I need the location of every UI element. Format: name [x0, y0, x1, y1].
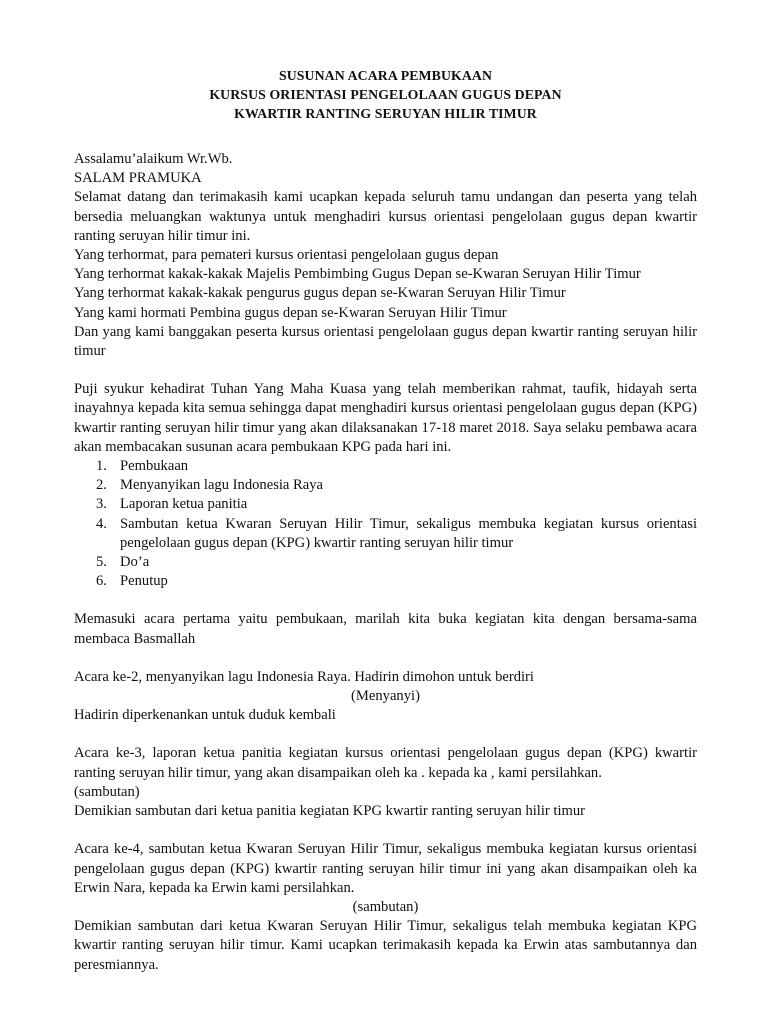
acara-3-after: Demikian sambutan dari ketua panitia kegiatan KPG kwartir ranting seruyan hilir timur	[74, 803, 586, 820]
welcome-paragraph: Selamat datang dan terimakasih kami ucapkan kepada seluruh tamu undangan dan peserta yang telah bersedia meluangkan waktunya untuk menghadiri kursus orientasi pengelolaan gugus depan kwartir ranting seruyan hilir timur ini.	[74, 189, 697, 244]
document-body	[74, 66, 697, 975]
honorific-line-1: Yang terhormat, para pemateri kursus orientasi pengelolaan gugus depan	[74, 247, 499, 264]
gratitude-paragraph: Puji syukur kehadirat Tuhan Yang Maha Kuasa yang telah memberikan rahmat, taufik, hidayah serta inayahnya kepada kita semua sehingga dapat menghadiri kursus orientasi pengelolaan gugus depan (KPG) kwartir ranting seruyan hilir timur yang akan dilaksanakan 17-18 maret 2018. Saya selaku pembawa acara akan membacakan susunan acara pembukaan KPG pada hari ini.	[74, 381, 697, 455]
acara-4-note: (sambutan)	[352, 898, 419, 915]
honorific-line-3: Yang terhormat kakak-kakak pengurus gugus depan se-Kwaran Seruyan Hilir Timur	[74, 285, 566, 302]
greeting: Assalamu’alaikum Wr.Wb.	[74, 151, 233, 167]
agenda-item	[74, 495, 697, 514]
agenda-text: Penutup	[120, 573, 168, 590]
acara-3-paragraph: Acara ke-3, laporan ketua panitia kegiatan kursus orientasi pengelolaan gugus depan (KPG) kwartir ranting seruyan hilir timur, yang akan disampaikan oleh ka . kepada ka , kami persilahkan.	[74, 745, 697, 781]
agenda-text: Do’a	[120, 554, 150, 571]
agenda-number: 3.	[96, 496, 107, 513]
agenda-text: Laporan ketua panitia	[120, 496, 248, 513]
salam-pramuka: SALAM PRAMUKA	[74, 170, 202, 187]
agenda-item	[74, 553, 697, 572]
document-title	[74, 66, 697, 123]
acara-1-paragraph: Memasuki acara pertama yaitu pembukaan, marilah kita buka kegiatan kita dengan bersama-sama membaca Basmallah	[74, 611, 697, 647]
title-line-2: KURSUS ORIENTASI PENGELOLAAN GUGUS DEPAN	[209, 87, 562, 102]
proud-paragraph: Dan yang kami banggakan peserta kursus orientasi pengelolaan gugus depan kwartir ranting seruyan hilir timur	[74, 323, 697, 360]
honorific-line-4: Yang kami hormati Pembina gugus depan se-Kwaran Seruyan Hilir Timur	[74, 304, 507, 321]
agenda-number: 4.	[96, 515, 107, 532]
agenda-number: 6.	[96, 573, 107, 590]
agenda-item	[74, 476, 697, 495]
honorific-line-2: Yang terhormat kakak-kakak Majelis Pembimbing Gugus Depan se-Kwaran Seruyan Hilir Timur	[74, 266, 641, 283]
agenda-text: Pembukaan	[120, 458, 189, 475]
acara-4-after: Demikian sambutan dari ketua Kwaran Seruyan Hilir Timur, sekaligus telah membuka kegiatan KPG kwartir ranting seruyan hilir timur. Kami ucapkan terimakasih kepada ka Erwin atas sambutannya dan peresmiannya.	[74, 918, 697, 973]
acara-3-note: (sambutan)	[74, 783, 140, 800]
acara-2-paragraph: Acara ke-2, menyanyikan lagu Indonesia Raya. Hadirin dimohon untuk berdiri	[74, 668, 534, 685]
acara-4-paragraph: Acara ke-4, sambutan ketua Kwaran Seruyan Hilir Timur, sekaligus membuka kegiatan kursus orientasi pengelolaan gugus depan (KPG) kwartir ranting seruyan hilir timur ini yang akan disampaikan oleh ka Erwin Nara, kepada ka Erwin kami persilahkan.	[74, 841, 697, 896]
acara-2-note: (Menyanyi)	[351, 688, 420, 705]
agenda-item	[74, 572, 697, 591]
agenda-list	[74, 457, 697, 591]
title-line-3: KWARTIR RANTING SERUYAN HILIR TIMUR	[234, 106, 537, 121]
agenda-text: Sambutan ketua Kwaran Seruyan Hilir Timur, sekaligus membuka kegiatan kursus orientasi pengelolaan gugus depan (KPG) kwartir ranting seruyan hilir timur	[120, 515, 697, 551]
agenda-number: 2.	[96, 477, 107, 494]
agenda-number: 5.	[96, 554, 107, 571]
title-line-1: SUSUNAN ACARA PEMBUKAAN	[278, 68, 493, 83]
agenda-number: 1.	[96, 458, 107, 475]
agenda-item	[74, 515, 697, 553]
acara-2-after: Hadirin diperkenankan untuk duduk kembali	[74, 707, 336, 724]
agenda-item	[74, 457, 697, 476]
agenda-text: Menyanyikan lagu Indonesia Raya	[120, 477, 324, 494]
